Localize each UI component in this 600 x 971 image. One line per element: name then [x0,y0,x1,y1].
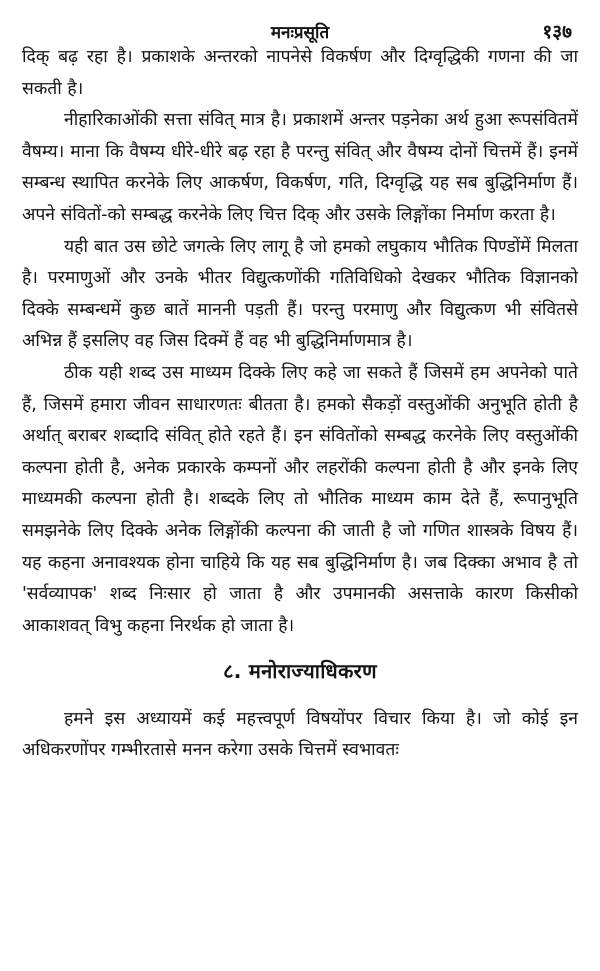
paragraph-4: ठीक यही शब्द उस माध्यम दिक्के लिए कहे जा सकते हैं जिसमें हम अपनेको पाते हैं, जिसमें हमारा जीवन साधारणतः बीतता है। हमको सैकड़ों वस्तुओंकी अनुभूति होती है अर्थात् बराबर शब्दादि संवित् होते रहते हैं। इन संवितोंको सम्बद्ध करनेके लिए वस्तुओंकी कल्पना होती है, अनेक प्रकारके कम्पनों और लहरोंकी कल्पना होती है और इनके लिए माध्यमकी कल्पना होती है। शब्दके लिए तो भौतिक माध्यम काम देते हैं, रूपानुभूति समझनेके लिए दिक्के अनेक लिङ्गोंकी कल्पना की जाती है जो गणित शास्त्रके विषय हैं। यह कहना अनावश्यक होना चाहिये कि यह सब बुद्धिनिर्माण है। जब दिक्का अभाव है तो 'सर्वव्यापक' शब्द निःसार हो जाता है और उपमानकी असत्ताके कारण किसीको आकाशवत् विभु कहना निरर्थक हो जाता है। [22,362,578,636]
page-header [22,8,578,42]
book-page [22,8,578,963]
running-title: मनःप्रसूति [270,23,330,43]
paragraph-1: दिक् बढ़ रहा है। प्रकाशके अन्तरको नापनेसे विकर्षण और दिग्वृद्धिकी गणना की जा सकती है। [22,47,578,99]
paragraph-2: नीहारिकाओंकी सत्ता संवित् मात्र है। प्रकाशमें अन्तर पड़नेका अर्थ हुआ रूपसंवितमें वैषम्य। माना कि वैषम्य धीरे-धीरे बढ़ रहा है परन्तु संवित् और वैषम्य दोनों चित्तमें हैं। इनमें सम्बन्ध स्थापित करनेके लिए आकर्षण, विकर्षण, गति, दिग्वृद्धि यह सब बुद्धिनिर्माण हैं। अपने संवितों-को सम्बद्ध करनेके लिए चित्त दिक् और उसके लिङ्गोंका निर्माण करता है। [22,110,578,225]
body-text [22,42,578,767]
section-heading: ८. मनोराज्याधिकरण [223,659,377,684]
paragraph-3: यही बात उस छोटे जगत्के लिए लागू है जो हमको लघुकाय भौतिक पिण्डोंमें मिलता है। परमाणुओं और उनके भीतर विद्युत्कणोंकी गतिविधिको देखकर भौतिक विज्ञानको दिक्के सम्बन्धमें कुछ बातें माननी पड़ती हैं। परन्तु परमाणु और विद्युत्कण भी संवितसे अभिन्न हैं इसलिए वह जिस दिक्में हैं वह भी बुद्धिनिर्माणमात्र है। [22,236,578,352]
page-number: १३७ [542,21,572,43]
section-paragraph: हमने इस अध्यायमें कई महत्त्वपूर्ण विषयोंपर विचार किया है। जो कोई इन अधिकरणोंपर गम्भीरतासे मनन करेगा उसके चित्तमें स्वभावतः [22,708,578,761]
